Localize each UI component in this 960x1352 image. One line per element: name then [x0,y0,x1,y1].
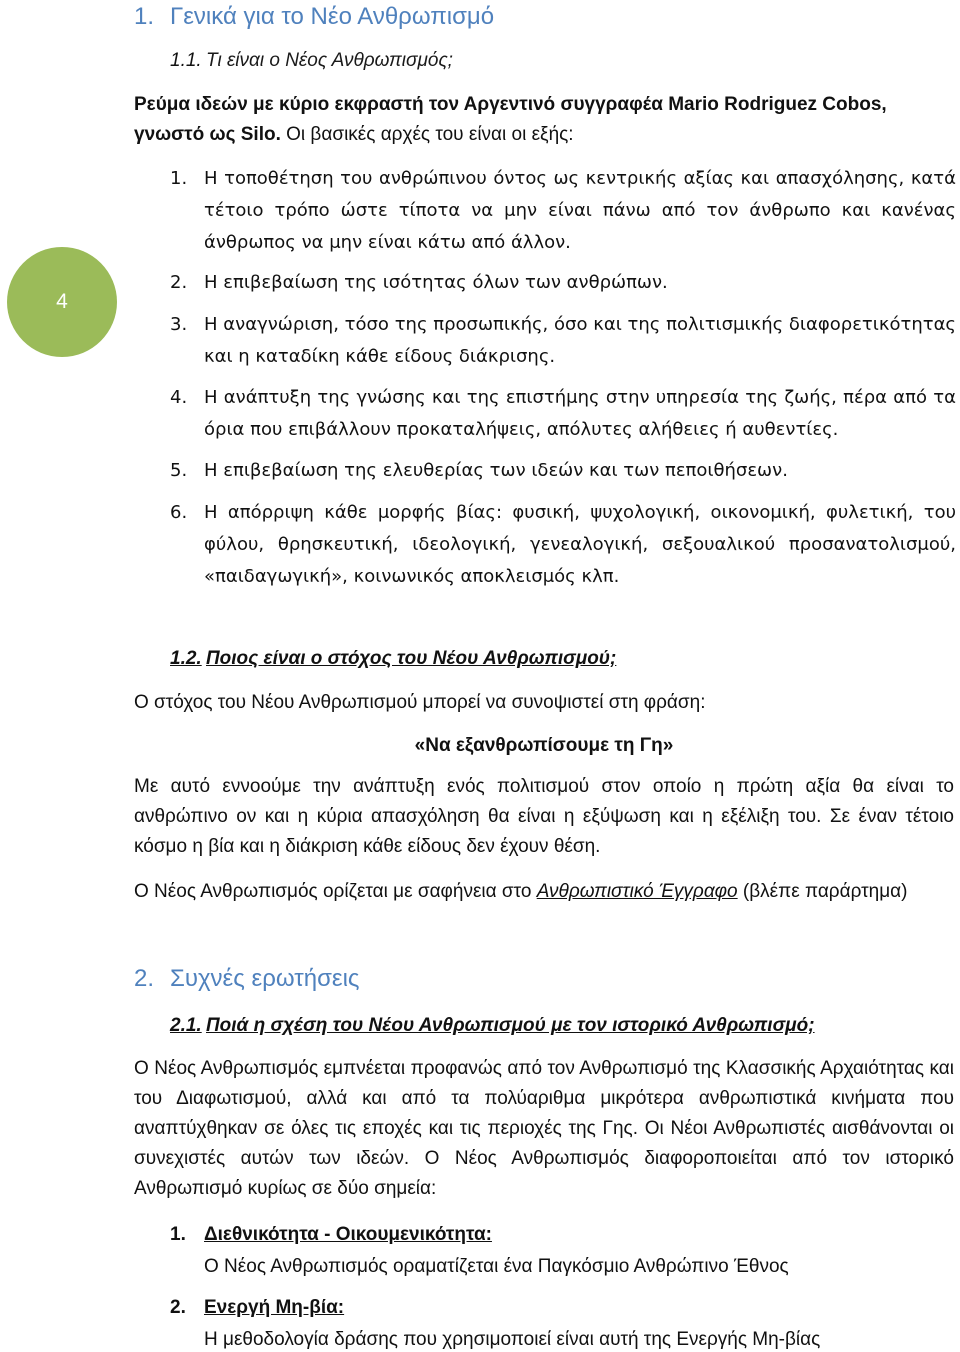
page-number: 4 [56,290,68,313]
principle-text: Η επιβεβαίωση της ισότητας όλων των ανθρώπων. [204,272,668,293]
goal-paragraph: Ο στόχος του Νέου Ανθρωπισμού μπορεί να συνοψιστεί στη φράση: [134,692,706,713]
definition-paragraph [134,877,954,907]
principle-number: 6. [170,502,188,523]
page-number-badge [7,247,117,357]
difference-number: 1. [170,1224,186,1245]
intro-line-1: Ρεύμα ιδεών με κύριο εκφραστή τον Αργεντινό συγγραφέα Mario Rodriguez Cobos, [134,94,887,115]
intro-line-2: Οι βασικές αρχές του είναι οι εξής: [280,124,574,145]
definition-text-end: (βλέπε παράρτημα) [737,881,908,902]
subsection-1-1-title: Τι είναι ο Νέος Ανθρωπισμός; [206,50,453,71]
section-1-number: 1. [134,3,155,30]
meaning-paragraph: Με αυτό εννοούμε την ανάπτυξη ενός πολιτισμού στον οποίο η πρώτη αξία θα είναι το ανθρώπινο ον και η κύρια απασχόληση θα είναι η εξύψωση και η εξέλιξη του. Σε έναν τέτοιο κόσμο η βία και η διάκριση κάθε είδους δεν έχουν θέση. [134,776,954,857]
section-2-title: Συχνές ερωτήσεις [170,965,360,992]
humanist-document-link[interactable]: Ανθρωπιστικό Έγγραφο [536,881,738,902]
section-1-heading [134,3,494,31]
difference-number: 2. [170,1297,186,1318]
intro-silo: γνωστό ως Silo. [134,124,281,145]
difference-item [170,1224,956,1278]
principle-number: 5. [170,460,188,481]
intro-paragraph [134,90,954,150]
subsection-1-2-title: Ποιος είναι ο στόχος του Νέου Ανθρωπισμού; [206,648,617,669]
principle-item [170,163,956,259]
difference-description: Ο Νέος Ανθρωπισμός οραματίζεται ένα Παγκόσμιο Ανθρώπινο Έθνος [204,1256,789,1277]
principle-text: Η ανάπτυξη της γνώσης και της επιστήμης στην υπηρεσία της ζωής, πέρα από τα όρια που επιβάλλουν προκαταλήψεις, απόλυτες αλήθειες ή αυθεντίες. [204,387,956,440]
difference-title: Διεθνικότητα - Οικουμενικότητα: [204,1224,492,1245]
section-1-title: Γενικά για το Νέο Ανθρωπισμό [170,3,495,30]
principle-number: 1. [170,168,188,189]
goal-quote: «Να εξανθρωπίσουμε τη Γη» [414,735,674,756]
principle-text: Η αναγνώριση, τόσο της προσωπικής, όσο και της πολιτισμικής διαφορετικότητας και η καταδίκη κάθε είδους διάκρισης. [204,314,956,367]
principle-text: Η επιβεβαίωση της ελευθερίας των ιδεών και των πεποιθήσεων. [204,460,788,481]
section-2-number: 2. [134,965,155,992]
principle-item [170,309,956,373]
principle-item [170,497,956,593]
relation-paragraph: Ο Νέος Ανθρωπισμός εμπνέεται προφανώς από τον Ανθρωπισμό της Κλασσικής Αρχαιότητας και του Διαφωτισμού, αλλά και από τα πολύαριθμα μικρότερα ανθρωπιστικά κινήματα που αναπτύχθηκαν σε όλες τις εποχές και τις περιοχές της Γης. Οι Νέοι Ανθρωπιστές αισθάνονται οι συνεχιστές αυτών των ιδεών. Ο Νέος Ανθρωπισμός διαφοροποιείται από τον ιστορικό Ανθρωπισμό κυρίως σε δύο σημεία: [134,1058,954,1199]
subsection-1-2-heading [170,648,616,670]
subsection-2-1-heading [170,1015,815,1037]
principle-item [170,455,956,487]
subsection-1-1-number: 1.1. [170,50,202,71]
difference-item [170,1297,956,1351]
difference-title: Ενεργή Μη-βία: [204,1297,345,1318]
section-2-heading [134,965,359,993]
principle-item [170,382,956,446]
principle-text: Η απόρριψη κάθε μορφής βίας: φυσική, ψυχολογική, οικονομική, φυλετική, του φύλου, θρησκευτική, ιδεολογική, γενεαλογική, σεξουαλικού προσανατολισμού, «παιδαγωγική», κοινωνικός αποκλεισμός κλπ. [204,502,956,587]
principle-number: 4. [170,387,188,408]
difference-description: Η μεθοδολογία δράσης που χρησιμοποιεί είναι αυτή της Ενεργής Μη-βίας [204,1329,821,1350]
principle-number: 2. [170,272,188,293]
subsection-1-2-number: 1.2. [170,648,202,669]
definition-text-start: Ο Νέος Ανθρωπισμός ορίζεται με σαφήνεια στο [134,881,537,902]
principle-item [170,267,956,299]
subsection-2-1-number: 2.1. [170,1015,202,1036]
subsection-2-1-title: Ποιά η σχέση του Νέου Ανθρωπισμού με τον ιστορικό Ανθρωπισμό; [206,1015,815,1036]
principle-text: Η τοποθέτηση του ανθρώπινου όντος ως κεντρικής αξίας και απασχόλησης, κατά τέτοιο τρόπο ώστε τίποτα να μην είναι πάνω από τον άνθρωπο και κανένας άνθρωπος να μην είναι κάτω από άλλον. [204,168,956,253]
principle-number: 3. [170,314,188,335]
subsection-1-1-heading [170,50,453,72]
